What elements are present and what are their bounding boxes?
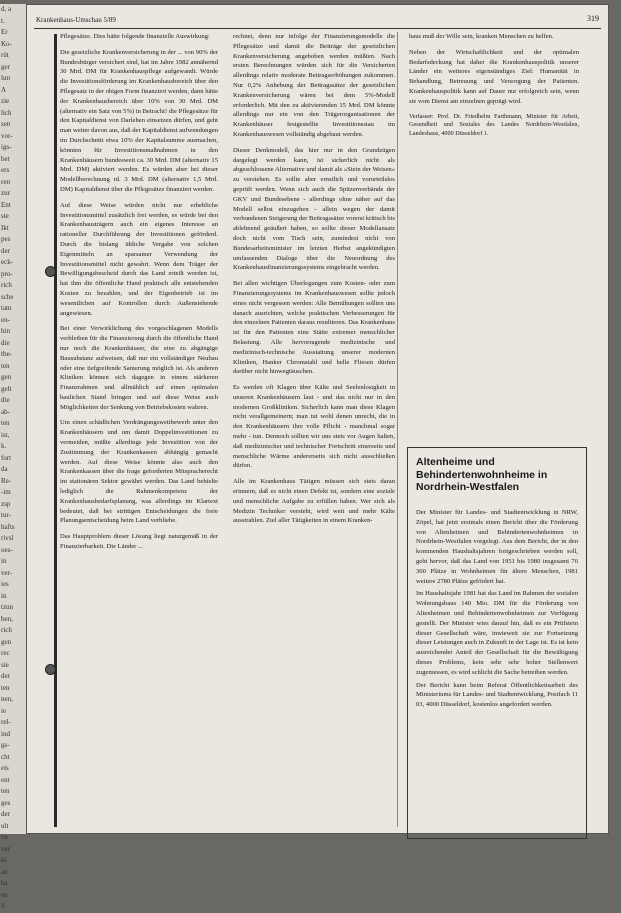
strip-fragment: ste	[1, 212, 9, 220]
strip-fragment: lun	[1, 74, 10, 82]
strip-fragment: gen	[1, 637, 12, 646]
strip-fragment: Ko-	[1, 39, 12, 48]
strip-fragment: ult	[1, 821, 9, 830]
strip-fragment: sen	[1, 120, 11, 128]
strip-fragment: ies	[1, 580, 9, 588]
strip-fragment: rich	[1, 281, 12, 289]
punch-hole	[45, 266, 56, 277]
paragraph: Der Minister für Landes- und Stadtentwicklung in NRW, Zöpel, hat jetzt erstmals einen Bericht über die Förderung von Altenheimen und Behindertenwohnheimen in Nordrhein-Westfalen vorgelegt. Aus dem Bericht, der in den kommenden Haushaltsjahren fortgeschrieben werden soll, geht hervor, daß das Land von 1951 bis 1980 insgesamt 76 360 Plätze in Wohnheimen für ältere Menschen, 1981 weitere 2780 Plätze gefördert hat.	[416, 509, 578, 585]
strip-fragment: ll	[1, 902, 5, 910]
strip-fragment: vor-	[1, 131, 13, 140]
paragraph: haus muß der Wille sein, kranken Menschen zu helfen.	[409, 33, 554, 40]
strip-fragment: tur-	[1, 511, 11, 519]
strip-fragment: tie	[1, 833, 8, 841]
strip-fragment: ki	[1, 856, 7, 864]
paragraph: Der Bericht kann beim Referat Öffentlichkeitsarbeit des Ministeriums für Landes- und Stadtentwicklung, Postfach 11 03, 4000 Düsseldorf, kostenlos angefordert werden.	[416, 681, 578, 709]
strip-fragment: en-	[1, 315, 10, 324]
strip-fragment: rel-	[1, 718, 11, 726]
paragraph: Das Hauptproblem dieser Lösung liegt naturgemäß in der Finanzierbarkeit. Die Länder ...	[60, 533, 218, 551]
strip-fragment: zur	[1, 189, 10, 197]
column-2	[233, 32, 395, 532]
paragraph: Neben der Wirtschaftlichkeit und der optimalen Bedarfsdeckung hat daher die Krankenhauspolitik unserer Länder ein weiteres eigenständiges Ziel: Humanität in Behandlung, Betreuung und Versorgung der Patienten. Krankenhauspolitik kann auf Dauer nur erfolgreich sein, wenn sie vom Dienst am einzelnen geprägt wird.	[409, 48, 579, 105]
paragraph: Alle im Krankenhaus Tätigen müssen sich stets daran erinnern, daß es nicht einen Defekt ist, sondern eine soziale und menschliche Aufgabe zu erfüllen haben. Wer sich als Medizin Techniker versteht, wird weit und mehr Kälte ausstrahlen. Ziel aller Tätigkeiten in einem Kranken-	[233, 478, 395, 525]
strip-fragment: ger	[1, 62, 10, 71]
strip-fragment: Ikt	[1, 223, 9, 232]
document-page	[26, 4, 609, 834]
column-1	[60, 32, 218, 558]
strip-fragment: oes-	[1, 545, 13, 554]
strip-fragment: cht	[1, 752, 10, 761]
strip-fragment: eck-	[1, 258, 14, 266]
strip-fragment: rich	[1, 626, 12, 634]
strip-fragment: rüt	[1, 51, 9, 59]
strip-fragment: da	[1, 465, 8, 473]
strip-fragment: der	[1, 246, 10, 255]
journal-title: Krankenhaus-Umschau 5/89	[36, 16, 116, 24]
adjacent-page-strip	[0, 4, 26, 910]
strip-fragment: k.	[1, 442, 7, 450]
strip-fragment: t.	[1, 16, 5, 25]
strip-fragment: ers	[1, 166, 10, 174]
strip-fragment: en	[1, 890, 8, 899]
strip-fragment: A	[1, 85, 7, 94]
strip-fragment: hin	[1, 327, 10, 335]
strip-fragment: Er	[1, 28, 8, 36]
strip-fragment: ten	[1, 419, 10, 427]
box-text	[416, 508, 578, 713]
paragraph: Es werden oft Klagen über Kälte und Seelenlosigkeit in unseren Krankenhäusern laut - und das nicht nur in den modernen Großkliniken. Sicherlich kann man diese Klagen nicht verallgemeinern; man tut wohl denen unrecht, die in den Krankenhäusern ihre volle Pflicht - manchmal sogar mehr - tun. Dennoch sollten wir uns stets vor Augen halten, daß medizinischer und technischer Fortschritt einerseits und menschliche Wärme andererseits sich nicht ausschließen dürfen.	[233, 384, 395, 470]
paragraph: Die gesetzliche Krankenversicherung in der ... von 90% der Bundesbürger versichert sind, hat im Jahre 1982 annähernd 30 Mrd. DM für Krankenhauspflege aufgewandt. Würde die Investitionsförderung im Krankenhausbereich über den Pflegesatz in der obigen Form finanziert werden, dann hätte der Krankenhausbereich über 10% von 30 Mrd. DM (alternativ ein Satz von 5%) in Betracht! die Pflegesätze für den Kapitaldienst von Darlehen einsetzen dürfen, und geht man weiter davon aus, daß der Kapitaldienst aufwendungen im Durchschnitt etwa 10% der Kapitalsumme ausmachen, könnten für Investitionsmaßnahmen in den Krankenhäusern bundesweit ca. 30 Mrd. DM (alternativ 15 Mrd. DM) aktiviert werden. Es würden aber bei dieser Modellberechnung rd. 3 Mrd. DM (alternativ 1,5 Mrd. DM) Kapitaldienst über die Pflegesätze finanziert werden.	[60, 48, 219, 193]
running-header	[34, 14, 601, 29]
page-number: 319	[587, 14, 599, 23]
box-title: Altenheime und Behindertenwohnheime in Nordrhein-Westfalen	[416, 456, 548, 493]
strip-fragment: ind	[1, 729, 10, 738]
strip-fragment: ren	[1, 177, 10, 186]
strip-fragment: ten	[1, 683, 10, 692]
strip-fragment: lich	[1, 108, 12, 117]
strip-fragment: gelt	[1, 384, 12, 393]
strip-fragment: tzun	[1, 603, 14, 611]
strip-fragment: die	[1, 338, 10, 347]
strip-fragment: ent	[1, 775, 10, 784]
strip-fragment: eis	[1, 764, 9, 772]
strip-fragment: der	[1, 810, 10, 818]
strip-fragment: der	[1, 672, 10, 680]
paragraph: Bei einer Verwirklichung des vorgeschlagenen Modells verbleiben für die Finanzierung durch die öffentliche Hand nur noch die Krankenhäuser, die eine zu abgängige Bausubstanz aufweisen, daß nur ein vollständiger Neubau oder eine tiefgreifende Sanierung möglich ist. Als anderen Kliniken können sich dagegen in einem stärkeren Finanzrahmen und allmählich auf einen optimalen baulichen Stand bringen und auf diese Weise auch Möglichkeiten der Senkung von Betriebskosten wahren.	[60, 325, 218, 411]
strip-fragment: ben,	[1, 614, 13, 623]
strip-fragment: in	[1, 557, 7, 565]
strip-fragment: ba	[1, 879, 8, 887]
strip-fragment: ten	[1, 787, 10, 795]
paragraph: Um einen schädlichen Verdrängungswettbewerb unter den Krankenhäusern und um damit Doppelinvestitionen zu vermeiden, müßte allerdings jede Investition von der Zustimmung der Krankenkassen abhängig gemacht werden. Auf diese Weise könnte also auch den Krankenkassen über die frage geforderten Mitspracherecht im stationären Sektor gewährt werden. Das Land behielte lediglich die Rahmenkompetenz der Krankenhausbedarfsplanung, was allerdings im Klartext bedeutet, daß bei strittigen Entscheidungen die freie Planungsentscheidung beim Land verbliebe.	[60, 419, 218, 525]
strip-fragment: ist,	[1, 430, 10, 439]
paragraph: rechnet, denn nur infolge der Finanzierungsmodelle die Pflegesätze und damit die Beiträge der gesetzlichen Krankenversicherung angehoben werden müßten. Nach ersten Berechnungen würden sich für die Versicherten allerdings relativ moderate Beitragserhöhungen zukommen. Nur 0,2% Anhebung der Beitragssätze der gesetzlichen Krankenversicherung wären bei dem 5%-Modell erforderlich. Mit den zu aktivierenden 15 Mrd. DM könnte allerdings nur ein von den Trägerorganisationen der Krankenhäuser festgestellte Investitionsstau im Krankenhauswesen vollständig abgebaut werden.	[233, 33, 395, 138]
paragraph: Dieser Denkmodell, das hier nur in den Grundzügen dargelegt werden kann, ist sicherlich nicht als abgeschlossene Alternative und damit als »Stein der Weisen« zu verstehen. Es sollte aber ernstlich und vorurteilslos geprüft werden. Wenn sich auch die Spitzenverbände der GKV und Bundesebene - allerdings ohne näher auf das Modell selbst einzugehen - allein wegen der damit verbundenen Steigerung der Beitragssätze vorerst kritisch bis ablehnend geäußert haben, so sollte dieser Modellansatz doch nicht vom Tisch sein, zumindest nicht von Bundesarbeitsminister im letzten Herbst angekündigten umfassenden Dialoge über die Neuordnung des Krankenhausfinanzierungssystems eingebracht werden.	[233, 146, 395, 272]
strip-fragment: ie	[1, 706, 7, 715]
author-note: Verfasser: Prof. Dr. Friedhelm Farthmann, Minister für Arbeit, Gesundheit und Soziales des Landes Nordrhein-Westfalen, Landeshaus, 4000 Düsseldorf 1.	[409, 112, 579, 137]
strip-fragment: -im	[1, 488, 11, 496]
strip-fragment: fort	[1, 453, 12, 462]
strip-fragment: igs-	[1, 143, 12, 151]
column-3	[409, 32, 579, 144]
strip-fragment: pes	[1, 235, 11, 243]
paragraph: Bei allen wichtigen Überlegungen zum Kosten- oder zum Finanzierungssystems im Krankenhauswesen sollte jedoch eines nicht vergessen werden: Alle Bemühungen sollten uns danach ausrichten, welche praktischen Verbesserungen für den einzelnen Patienten daraus resultieren. Das Krankenhaus ist für den Patienten eine Stätte extremer menschlicher Belastung. Alle hervorragende medizinische und medizinisch-technische Ausstattung unserer modernen Kliniken, Hanker Chromstahl und helle Fliesen dürfen darüber nicht hinwegtäuschen.	[233, 280, 395, 376]
strip-fragment: tam	[1, 304, 12, 312]
punch-hole	[45, 664, 56, 675]
strip-fragment: sie	[1, 660, 9, 669]
strip-fragment: rec	[1, 649, 10, 657]
strip-fragment: ten	[1, 361, 10, 370]
strip-fragment: ges	[1, 798, 11, 807]
strip-fragment: ab-	[1, 407, 10, 416]
strip-fragment: ver-	[1, 568, 13, 577]
strip-fragment: nen,	[1, 695, 13, 703]
strip-fragment: Re-	[1, 476, 12, 485]
strip-fragment: an	[1, 867, 8, 876]
strip-fragment: bet	[1, 154, 10, 163]
news-box	[407, 447, 587, 839]
strip-fragment: zie	[1, 97, 10, 105]
paragraph: Im Haushaltsjahr 1981 hat das Land im Rahmen der sozialen Wohnungsbaus 140 Mio. DM für die Förderung von Altenheimen und Behindertenwohnheimen zur Verfügung gestellt. Der Minister wies darauf hin, daß es ein Prüfstein dieser Gesellschaft wäre, inwieweit sie zur Fortsetzung dieser Leistungen auch in Zukunft in der Lage ist. Es ist kein ausreichender Anteil der Gesellschaft für die Bewältigung dieses Problems, kein sehr sehr hoher Stellenwert zugemessen, es wird schlicht die Sache betreiben werden.	[416, 590, 578, 676]
strip-fragment: in	[1, 591, 7, 600]
strip-fragment: d, a	[1, 5, 12, 13]
column-rule	[397, 32, 398, 827]
strip-fragment: ver	[1, 844, 10, 853]
strip-fragment: gs-	[1, 741, 10, 749]
strip-fragment: zsp	[1, 499, 11, 508]
paragraph: Pflegesätze. Dies hätte folgende finanzielle Auswirkung:	[60, 33, 210, 40]
strip-fragment: Ent	[1, 200, 11, 209]
strip-fragment: pro-	[1, 269, 13, 278]
strip-fragment: rivsl	[1, 534, 14, 542]
strip-fragment: sche	[1, 292, 14, 301]
binding-bar	[54, 34, 57, 827]
strip-fragment: hafts	[1, 522, 15, 531]
strip-fragment: die	[1, 396, 10, 404]
strip-fragment: tbe-	[1, 350, 12, 358]
strip-fragment: gen	[1, 373, 12, 381]
paragraph: Auf diese Weise würden nicht nur erhebliche Investitionsmittel zusätzlich frei werden, es würde bei den Krankenhausträgern auch ein eigenes Interesse an rationeller Durchführung der Investitionen geförderd. Durch die bislang übliche Vergabe von solchen Eigenmitteln an sparsamer Verwendung der Investitionsmittel nicht gewahrt. Wenn dem Träger der Bewilligungsbescheid durch das Land erteilt worden ist, hat ihm die öffentliche Hand praktisch alle entstehenden Kosten zu bezahlen, und der Eigenbetrieb ist im wesentlichen auf Kontrollen durch Außenstehende angewiesen.	[60, 201, 218, 317]
